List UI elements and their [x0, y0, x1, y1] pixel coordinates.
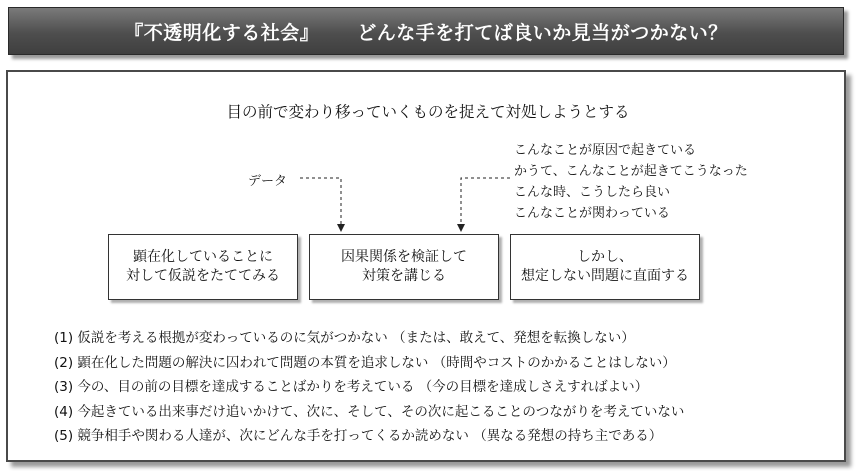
data-label: データ: [248, 174, 288, 189]
box-line: 対して仮説をたててみる: [126, 268, 280, 284]
diagram-panel: [6, 70, 846, 462]
data-connector: [300, 178, 341, 228]
issues-list: [54, 326, 684, 449]
list-item: (4) 今起きている出来事だけ追いかけて、次に、そして、その次に起こることのつながりを考えていない: [54, 403, 685, 420]
cause-note: こんなことが原因で起きている: [514, 143, 697, 158]
list-item: (5) 競争相手や関わる人達が、次にどんな手を打ってくるか読めない （異なる発想の持ち主である）: [54, 428, 663, 444]
diagram-heading: 目の前で変わり移っていくものを捉えて対処しようとする: [226, 103, 630, 121]
banner-title-main: 『不透明化する社会』: [124, 21, 320, 44]
unexpected-problem-box: [510, 234, 700, 300]
box-line: しかし、: [577, 249, 633, 265]
cause-note: こんな時、こうしたら良い: [514, 185, 671, 200]
title-banner: [8, 7, 844, 55]
hypothesis-box: [108, 234, 298, 300]
list-item: (2) 顕在化した問題の解決に囚われて問題の本質を追求しない （時間やコストのかかることはしない）: [54, 354, 676, 371]
cause-note: こんなことが関わっている: [514, 206, 670, 221]
list-item: (3) 今の、目の前の目標を達成することばかりを考えている （今の目標を達成しさえすればよい）: [54, 379, 649, 395]
cause-note: かうて、こんなことが起きてこうなった: [514, 164, 748, 179]
list-item: (1) 仮説を考える根拠が変わっているのに気がつかない （または、敢えて、発想を転換しない）: [54, 330, 635, 346]
box-line: 因果関係を検証して: [341, 249, 467, 265]
box-line: 対策を講じる: [362, 268, 446, 284]
banner-title-sub: どんな手を打てば良いか見当がつかない？: [357, 21, 728, 44]
causality-box: [309, 234, 499, 300]
box-line: 顕在化していることに: [133, 249, 273, 265]
notes-connector: [461, 178, 510, 228]
box-line: 想定しない問題に直面する: [521, 268, 689, 284]
